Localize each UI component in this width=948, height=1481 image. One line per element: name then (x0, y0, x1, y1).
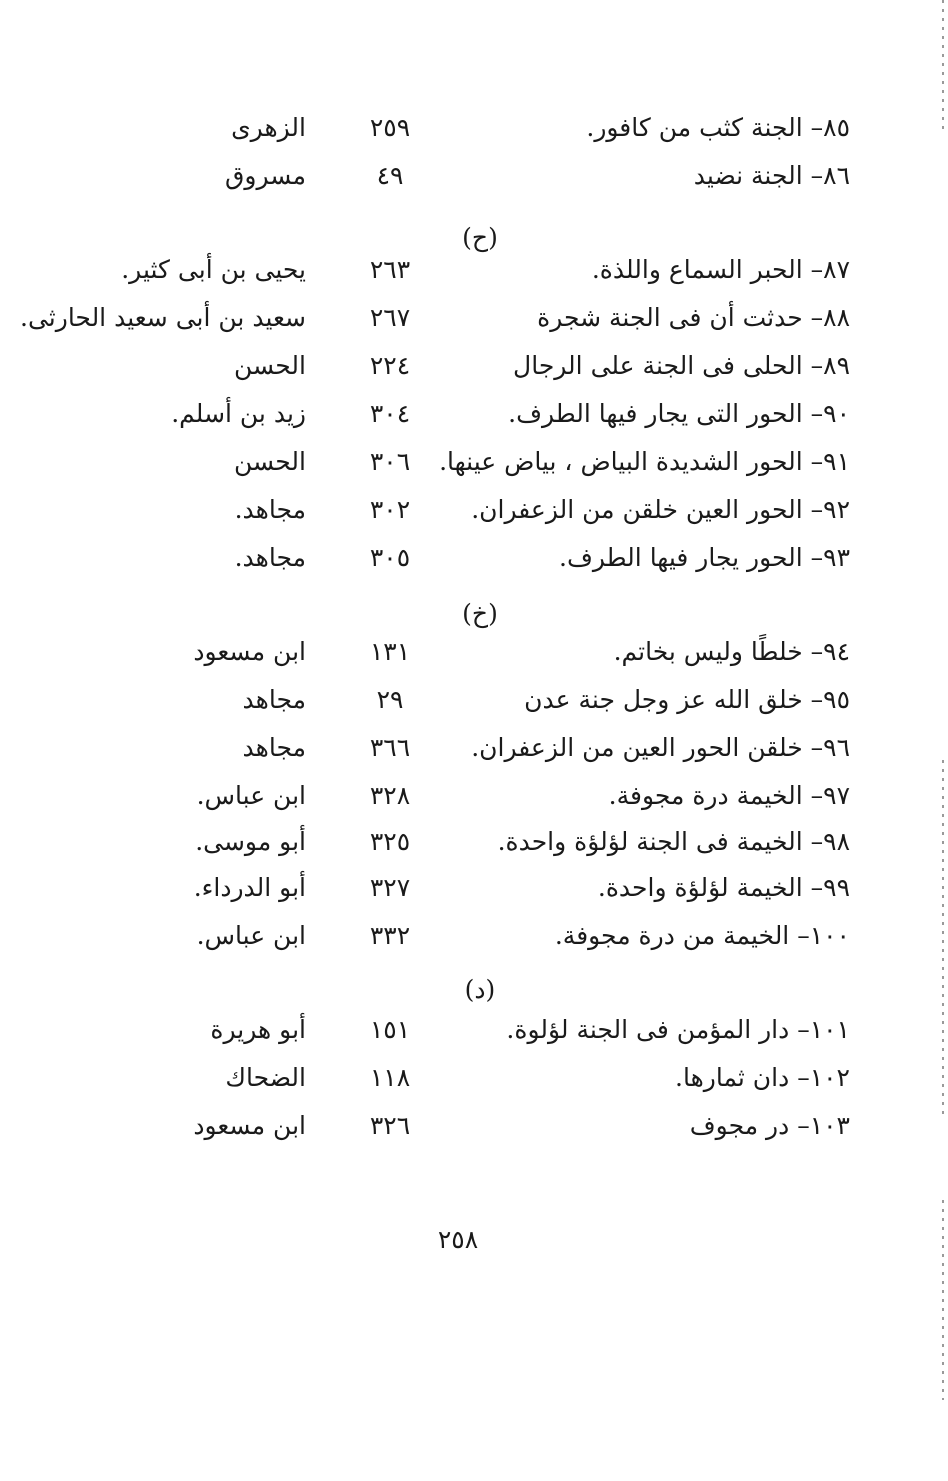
entry-page-number: ١١٨ (369, 1063, 411, 1092)
entry-title: ٩٣– الحور يجار فيها الطرف. (559, 543, 850, 572)
index-entry (0, 1058, 948, 1098)
entry-title: ٩٢– الحور العين خلقن من الزعفران. (471, 495, 850, 524)
scan-edge-mark (942, 0, 944, 130)
entry-page-number: ٣٠٥ (369, 543, 411, 572)
entry-page-number: ٤٩ (376, 161, 404, 190)
index-entry (0, 776, 948, 816)
entry-page-number: ٣٠٦ (369, 447, 411, 476)
entry-title: ١٠٠– الخيمة من درة مجوفة. (554, 921, 850, 950)
entry-narrator: مجاهد (242, 685, 306, 714)
index-entry (0, 108, 948, 148)
entry-title: ١٠٣– در مجوف (689, 1111, 850, 1140)
entry-narrator: مجاهد. (234, 495, 306, 524)
index-entry (0, 156, 948, 196)
entry-narrator: الحسن (233, 447, 306, 476)
entry-narrator: سعيد بن أبى سعيد الحارثى. (20, 303, 306, 332)
scan-edge-mark (942, 760, 944, 1120)
entry-page-number: ٣٠٢ (369, 495, 411, 524)
entry-title: ٩٨– الخيمة فى الجنة لؤلؤة واحدة. (497, 827, 850, 856)
entry-page-number: ٢٩ (376, 685, 404, 714)
section-heading: (د) (464, 975, 496, 1004)
index-entry (0, 868, 948, 908)
section-heading: (ح) (462, 223, 498, 252)
entry-narrator: ابن عباس. (196, 781, 306, 810)
entry-title: ٨٨– حدثت أن فى الجنة شجرة (537, 303, 850, 332)
scan-edge-mark (942, 1200, 944, 1400)
entry-title: ٩١– الحور الشديدة البياض ، بياض عينها. (439, 447, 850, 476)
entry-narrator: الزهرى (231, 113, 306, 142)
entry-page-number: ٣٣٢ (369, 921, 411, 950)
entry-page-number: ٢٦٧ (369, 303, 411, 332)
index-entry (0, 346, 948, 386)
index-entry (0, 632, 948, 672)
entry-narrator: الضحاك (225, 1063, 306, 1092)
section-heading-row (0, 594, 948, 634)
page-number: ٢٥٨ (437, 1225, 479, 1254)
entry-narrator: أبو موسى. (195, 827, 306, 856)
entry-narrator: ابن عباس. (196, 921, 306, 950)
entry-page-number: ١٣١ (369, 637, 411, 666)
entry-narrator: زيد بن أسلم. (171, 399, 306, 428)
section-heading: (خ) (462, 599, 498, 628)
section-heading-row (0, 970, 948, 1010)
index-entry (0, 1106, 948, 1146)
index-entry (0, 680, 948, 720)
index-entry (0, 250, 948, 290)
entry-title: ٨٩– الحلى فى الجنة على الرجال (513, 351, 850, 380)
entry-title: ٨٧– الحبر السماع واللذة. (591, 255, 850, 284)
index-entry (0, 298, 948, 338)
entry-title: ٩٦– خلقن الحور العين من الزعفران. (471, 733, 850, 762)
entry-narrator: أبو الدرداء. (193, 873, 306, 902)
entry-page-number: ٣٢٦ (369, 1111, 411, 1140)
entry-title: ٨٦– الجنة نضيد (693, 161, 850, 190)
entry-title: ٩٥– خلق الله عز وجل جنة عدن (524, 685, 850, 714)
entry-page-number: ٢٦٣ (369, 255, 411, 284)
entry-narrator: ابن مسعود (193, 1111, 306, 1140)
entry-page-number: ٢٥٩ (369, 113, 411, 142)
index-entry (0, 538, 948, 578)
entry-title: ١٠١– دار المؤمن فى الجنة لؤلوة. (506, 1015, 850, 1044)
entry-narrator: ابن مسعود (193, 637, 306, 666)
entry-narrator: مجاهد. (234, 543, 306, 572)
entry-narrator: أبو هريرة (210, 1015, 306, 1044)
index-entry (0, 490, 948, 530)
entry-title: ٩٤– خلطًا وليس بخاتم. (613, 637, 850, 666)
index-entry (0, 394, 948, 434)
index-entry (0, 728, 948, 768)
entry-title: ٩٠– الحور التى يجار فيها الطرف. (508, 399, 850, 428)
index-entry (0, 442, 948, 482)
entry-page-number: ٣٦٦ (369, 733, 411, 762)
entry-page-number: ٣٢٧ (369, 873, 411, 902)
entry-title: ٩٧– الخيمة درة مجوفة. (608, 781, 850, 810)
index-entry (0, 1010, 948, 1050)
entry-page-number: ٣٠٤ (369, 399, 411, 428)
entry-narrator: مسروق (225, 161, 306, 190)
entry-narrator: الحسن (233, 351, 306, 380)
entry-title: ٨٥– الجنة كثب من كافور. (586, 113, 850, 142)
entry-page-number: ٣٢٥ (369, 827, 411, 856)
entry-title: ١٠٢– دان ثمارها. (675, 1063, 850, 1092)
index-entry (0, 822, 948, 862)
entry-narrator: مجاهد (242, 733, 306, 762)
entry-title: ٩٩– الخيمة لؤلؤة واحدة. (597, 873, 850, 902)
entry-page-number: ١٥١ (369, 1015, 411, 1044)
index-entry (0, 916, 948, 956)
entry-page-number: ٣٢٨ (369, 781, 411, 810)
entry-page-number: ٢٢٤ (369, 351, 411, 380)
entry-narrator: يحيى بن أبى كثير. (121, 255, 306, 284)
